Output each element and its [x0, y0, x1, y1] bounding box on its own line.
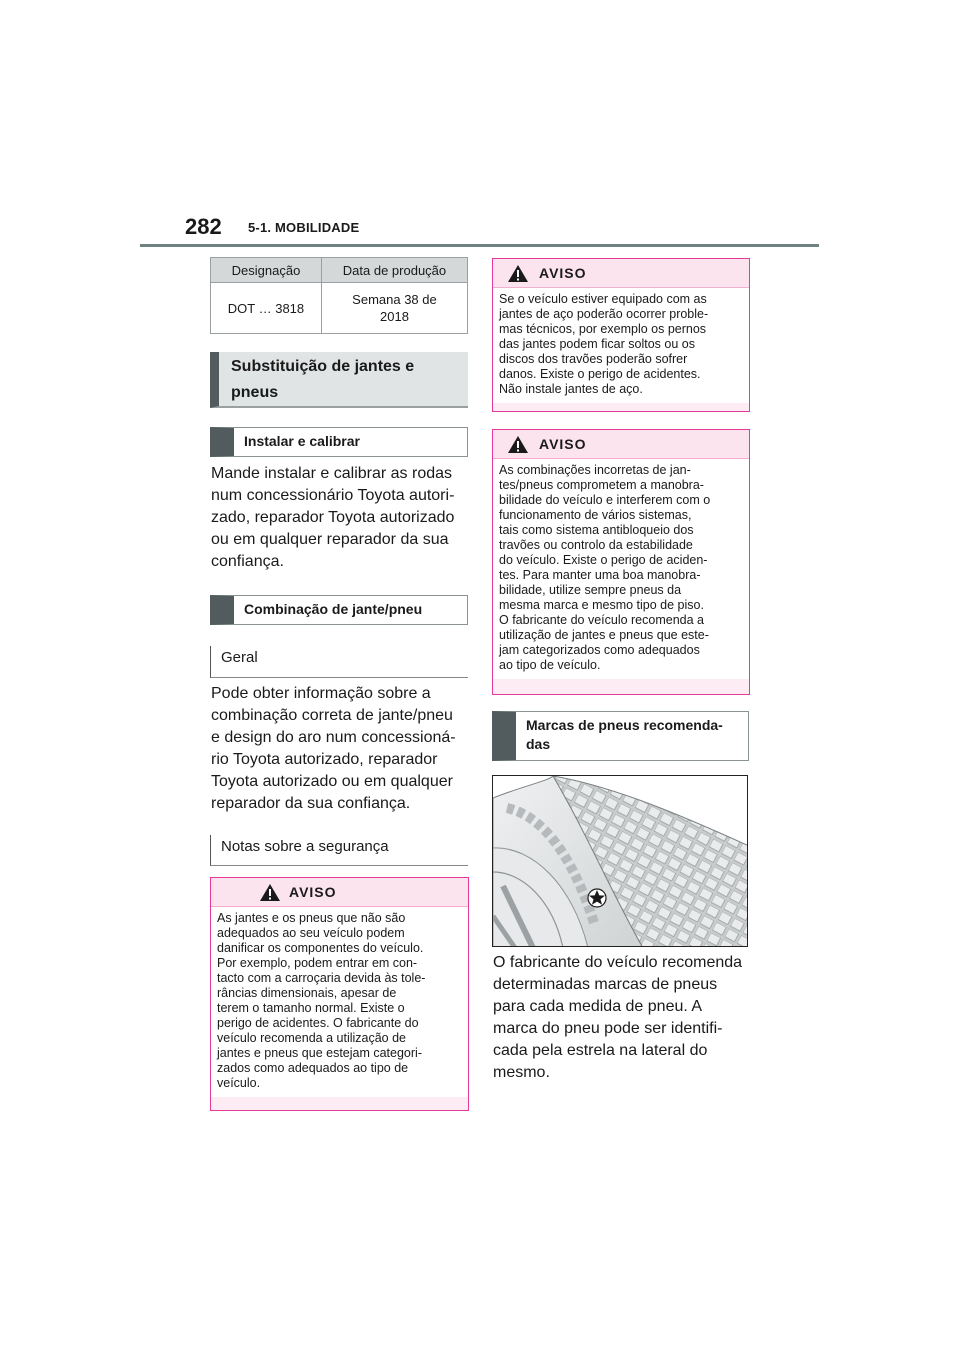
section-title: 5-1. MOBILIDADE: [248, 220, 360, 235]
warning-box-unsuitable-wheels: [210, 877, 469, 1111]
warning-label: AVISO: [289, 884, 337, 900]
page-number: 282: [185, 214, 222, 239]
tire-illustration: [492, 775, 748, 947]
heading-wheel-tire-replacement: Substituição de jantes e pneus: [210, 352, 468, 408]
warning-triangle-icon: [507, 264, 529, 283]
table-header-production-date: Data de produção: [321, 258, 467, 283]
table-header-designation: Designação: [211, 258, 322, 283]
table-cell-designation: DOT … 3818: [211, 283, 322, 334]
warning-box-incorrect-combinations: [492, 429, 750, 695]
paragraph-combination: Pode obter informação sobre a combinação correta de jante/pneu e design do aro num concessioná- rio Toyota autorizado, reparador Toyota autorizado ou em qualquer reparador da sua confiança.: [211, 685, 456, 812]
warning-triangle-icon: [259, 883, 281, 902]
header-rule: [140, 244, 819, 247]
warning-text: As jantes e os pneus que não são adequados ao seu veículo podem danificar os componentes do veículo. Por exemplo, podem entrar em con- tacto com a carroçaria devida às tole- râncias dimensionais, apesar de terem o tamanho normal. Existe o perigo de acidentes. O fabricante do veículo recomenda a utilização de jantes e pneus que estejam categori- zados como adequados ao tipo de veículo.: [211, 906, 468, 1097]
warning-label: AVISO: [539, 436, 587, 452]
warning-label: AVISO: [539, 265, 587, 281]
subheading-wheel-tire-combination: Combinação de jante/pneu: [210, 595, 468, 625]
warning-triangle-icon: [507, 435, 529, 454]
table-cell-production-date: Semana 38 de 2018: [321, 283, 467, 334]
minor-heading-general: Geral: [210, 646, 468, 678]
tire-star-icon: [588, 889, 606, 907]
minor-heading-safety-notes: Notas sobre a segurança: [210, 835, 468, 866]
subheading-recommended-tire-brands: Marcas de pneus recomenda- das: [492, 711, 749, 761]
warning-text: Se o veículo estiver equipado com as jantes de aço poderão ocorrer proble- mas técnicos, por exemplo os pernos das jantes podem ficar soltos ou os discos dos travões poderão sofrer danos. Existe o perigo de acidentes. Não instale jantes de aço.: [493, 287, 749, 403]
paragraph-tire-brands: O fabricante do veículo recomenda determinadas marcas de pneus para cada medida de pneu. A marca do pneu pode ser identifi- cada pela estrela na lateral do mesmo.: [493, 954, 743, 1081]
table-row: [211, 283, 468, 334]
warning-box-steel-wheels: [492, 258, 750, 412]
paragraph-install: Mande instalar e calibrar as rodas num concessionário Toyota autori- zado, reparador Toyota autorizado ou em qualquer reparador da sua confiança.: [211, 465, 455, 570]
warning-text: As combinações incorretas de jan- tes/pneus comprometem a manobra- bilidade do veículo e interferem com o funcionamento de vários sistemas, tais como sistema antibloqueio dos travões ou controlo da estabilidade do veículo. Existe o perigo de aciden- tes. Para manter uma boa manobra- bilidade, utilize sempre pneus da mesma marca e mesmo tipo de piso. O fabricante do veículo recomenda a utilização de jantes e pneus que este- jam categorizados como adequados ao tipo de veículo.: [493, 458, 749, 679]
tire-drawing: [493, 776, 748, 947]
subheading-install-inflate: Instalar e calibrar: [210, 427, 468, 457]
dot-table: [210, 257, 468, 334]
